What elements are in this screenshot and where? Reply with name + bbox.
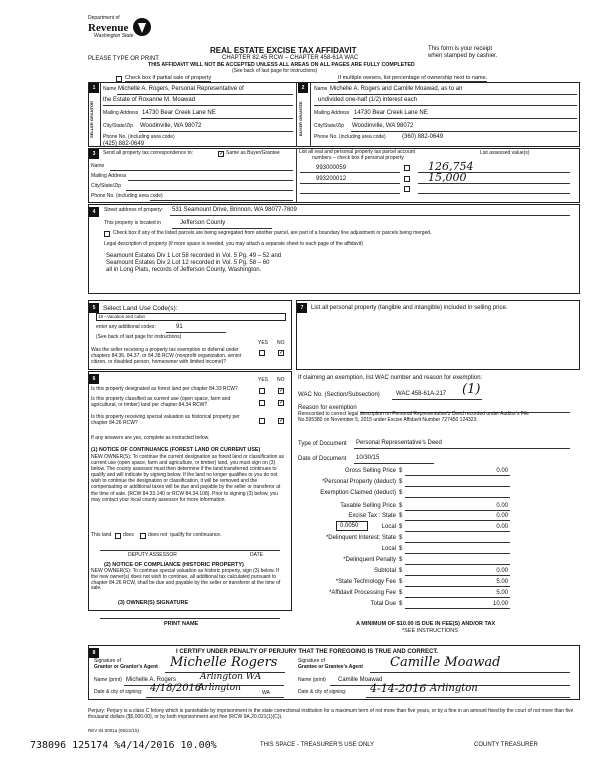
receipt-note-2: when stamped by cashier. — [428, 53, 498, 59]
calc-label: Exemption Claimed (deduct) — [320, 490, 396, 496]
form-chapter: CHAPTER 82.45 RCW – CHAPTER 458-61A WAC — [222, 55, 359, 61]
calc-value[interactable]: 5.00 — [496, 579, 508, 585]
section-2-number: 2 — [298, 83, 308, 93]
historic-question: Is this property receiving special valuation as historical property per chapter 84.26 RCW? — [91, 414, 240, 426]
land-does-checkbox[interactable] — [115, 533, 121, 539]
seller-mailing-value[interactable]: 14730 Bear Creek Lane NE — [142, 110, 216, 116]
dept-line1: Department of — [88, 15, 120, 21]
s5-no: NO — [277, 340, 285, 346]
grantor-signature-handwritten: Michelle Rogers — [170, 655, 278, 670]
exemption-question: Was the seller receiving a property tax exemption or deferral under chapters 84.36, 84.37, or 84.38 RCW (nonprofit organization, senior citizen, or disabled person, homeowner with limited income)? — [91, 347, 242, 365]
buyer-name-value[interactable]: Michelle A. Rogers and Camille Moawad, as to an — [330, 86, 463, 92]
form-notice: THIS AFFIDAVIT WILL NOT BE ACCEPTED UNLESS ALL AREAS ON ALL PAGES ARE FULLY COMPLETED — [148, 62, 415, 68]
calc-value[interactable]: 5.00 — [496, 590, 508, 596]
any-yes-note: If any answers are yes, complete as instructed below. — [91, 435, 210, 441]
county-treasurer-label: COUNTY TREASURER — [474, 742, 538, 748]
grantee-city-handwritten: Arlington — [430, 683, 478, 694]
dept-state: Washington State — [94, 33, 134, 39]
calc-value[interactable]: 0.00 — [496, 524, 508, 530]
calc-dollar-sign: $ — [399, 503, 403, 509]
calc-dollar-sign: $ — [399, 513, 403, 519]
calc-dollar-sign: $ — [399, 590, 403, 596]
doc-date-label: Date of Document — [298, 456, 347, 462]
buyer-city-value[interactable]: Woodinville, WA 98072 — [352, 123, 414, 129]
grantor-date-handwritten: 4/18/2016 — [150, 683, 202, 694]
section-3-number: 3 — [89, 149, 99, 159]
parcel-2-personal-checkbox[interactable] — [404, 176, 410, 182]
grantor-name-value[interactable]: Michelle A. Rogers — [126, 677, 177, 683]
wac-value[interactable]: WAC 458-61A-217 — [396, 391, 447, 397]
s5-yes: YES — [258, 340, 269, 346]
send-correspondence-label: Send all property tax correspondence to: — [103, 150, 194, 156]
section-1-number: 1 — [89, 83, 99, 93]
does-label: does — [123, 532, 134, 538]
land-use-see-back: (See back of last page for instructions) — [96, 334, 182, 340]
grantor-name-handwritten: Arlington WA — [200, 672, 262, 682]
calc-value[interactable]: 0.00 — [496, 513, 508, 519]
calc-dollar-sign: $ — [399, 579, 403, 585]
located-label: This property is located in — [104, 220, 161, 226]
assessed-2-handwritten: 15,000 — [428, 171, 467, 184]
parcel-1-personal-checkbox[interactable] — [404, 165, 410, 171]
reason-text[interactable]: Rerecorded to correct legal description on Personal Representative's Deed recorded under Auditor's File No.595380 on November 5, 2015 under Excise Affidavit Number 727450 124323. — [298, 411, 529, 423]
reason-label: Reason for exemption — [298, 405, 357, 411]
this-land-label: This land — [91, 532, 112, 538]
calc-dollar-sign: $ — [399, 546, 403, 552]
additional-codes-value[interactable]: 91 — [176, 324, 183, 330]
seller-mailing-label: Mailing Address — [103, 110, 139, 116]
segregated-checkbox[interactable] — [104, 231, 110, 237]
calc-dollar-sign: $ — [399, 568, 403, 574]
notice-continuance-text: NEW OWNER(S): To continue the current designation as forest land or classification as current use (open space, farm and agriculture, or timber) land, you must sign on (3) below. The county assessor must then determine if the land transferred continues to qualify and will indicate by signing below. If the land no longer qualifies or you do not wish to continue the designation or classification, it will be removed and the compensating or additional taxes will be due and payable by the seller or transferor at the time of sale. (RCW 84.33.140 or RCW 84.34.108). Prior to signing (3) below, you may contact your local county assessor for more information. — [91, 454, 285, 503]
section-8-number: 8 — [89, 648, 99, 658]
current-use-no-checkbox[interactable]: ✓ — [279, 400, 285, 406]
seller-name-label: Name — [103, 86, 117, 92]
notice-continuance-title: (1) NOTICE OF CONTINUANCE (FOREST LAND OR CURRENT USE) — [91, 447, 261, 453]
forest-no-checkbox[interactable]: ✓ — [279, 388, 285, 394]
street-address-value[interactable]: 531 Seamount Drive, Brinnon, WA 98077-7809 — [172, 207, 297, 213]
rev-number: REV 84 0001a (05/21/15) — [88, 728, 140, 733]
see-instructions: *SEE INSTRUCTIONS — [402, 628, 458, 634]
exemption-claim-label: If claiming an exemption, list WAC number and reason for exemption: — [298, 375, 483, 381]
local-rate-value[interactable]: 0.0050 — [340, 523, 359, 529]
treasurer-use-label: THIS SPACE - TREASURER'S USE ONLY — [260, 742, 375, 748]
notice-compliance-text: NEW OWNER(S): To continue special valuation as historic property, sign (3) below. If the new owner(s) does not wish to continue, all additional tax calculated pursuant to chapter 84.26 RCW, shall be due and payable by the seller or transferor at the time of sale. — [91, 568, 281, 592]
additional-codes-label: enter any additional codes: — [96, 324, 156, 330]
forest-land-question: Is this property designated as forest land per chapter 84.33 RCW? — [91, 386, 238, 392]
section-7-number: 7 — [297, 303, 307, 313]
doc-type-label: Type of Document — [298, 441, 347, 447]
grantee-sig-label-2: Grantee or Grantee's Agent — [298, 664, 363, 670]
grantor-date-label: Date & city of signing: — [94, 689, 143, 695]
calc-label: *State Technology Fee — [335, 579, 396, 585]
section-4-box — [88, 204, 580, 294]
s3-city-label: City/State/Zip — [91, 183, 122, 189]
historic-yes-checkbox[interactable] — [259, 418, 265, 424]
doc-type-value[interactable]: Personal Representative's Deed — [356, 440, 442, 446]
buyer-name-value-2[interactable]: undivided one-half (1/2) interest each — [318, 97, 418, 103]
seller-city-value[interactable]: Woodinville, WA 98072 — [140, 123, 202, 129]
seller-phone-label: Phone No. (including area code) — [103, 134, 175, 140]
parcel-2[interactable]: 993200012 — [316, 176, 347, 182]
seller-name-value[interactable]: Michelle A. Rogers, Personal Representative of — [118, 86, 244, 92]
seller-city-label: City/State/Zip — [103, 123, 134, 129]
grantee-signature-handwritten: Camille Moawad — [390, 655, 501, 670]
calc-label: Local — [381, 546, 396, 552]
land-use-label: Select Land Use Code(s): — [103, 305, 178, 312]
deputy-assessor-label: DEPUTY ASSESSOR — [128, 552, 177, 558]
parcel-list-label-2: numbers – check box if personal property — [312, 155, 404, 161]
buyer-vertical-label: BUYER GRANTEE — [298, 101, 303, 137]
grantee-date-label: Date & city of signing: — [298, 689, 347, 695]
calc-label: Subtotal — [373, 568, 396, 574]
current-use-yes-checkbox[interactable] — [259, 400, 265, 406]
s6-yes: YES — [258, 377, 269, 383]
calc-label: Gross Selling Price — [344, 468, 396, 474]
calc-dollar-sign: $ — [399, 490, 403, 496]
print-name-label: PRINT NAME — [164, 621, 199, 627]
calc-dollar-sign: $ — [399, 479, 403, 485]
calc-dollar-sign: $ — [399, 535, 403, 541]
legal-line-2[interactable]: Seamount Estates Div 2 Lot 12 recorded in Vol. 5 Pg. 58 – 60 — [106, 260, 270, 266]
dept-name: Revenue — [88, 22, 129, 34]
calc-label: *Affidavit Processing Fee — [329, 590, 396, 596]
deputy-date-label: DATE — [250, 552, 263, 558]
exempt-no-checkbox[interactable]: ✓ — [279, 350, 285, 356]
current-use-question: Is this property classified as current use (open space, farm and agricultural, or timber) land per chapter 84.34 RCW? — [91, 396, 231, 408]
buyer-city-label: City/State/Zip — [314, 123, 345, 129]
calc-value[interactable]: 0.00 — [496, 468, 508, 474]
buyer-mailing-value[interactable]: 14730 Bear Creek Lane NE — [354, 110, 428, 116]
calc-dollar-sign: $ — [399, 557, 403, 563]
grantee-date-handwritten: 4-14-2016 — [370, 682, 427, 695]
grantee-name-value[interactable]: Camille Moawad — [338, 677, 383, 683]
parcel-3-personal-checkbox[interactable] — [404, 186, 410, 192]
receipt-note: This form is your receipt — [428, 46, 493, 52]
grantor-wa: WA — [262, 690, 270, 696]
buyer-name-label: Name — [314, 86, 328, 92]
calc-dollar-sign: $ — [399, 601, 403, 607]
form-title: REAL ESTATE EXCISE TAX AFFIDAVIT — [210, 46, 357, 55]
certify-statement: I CERTIFY UNDER PENALTY OF PERJURY THAT THE FOREGOING IS TRUE AND CORRECT. — [176, 649, 439, 655]
wac-subsection-handwritten: (1) — [462, 382, 481, 397]
legal-line-1[interactable]: Seamount Estates Div 1 Lot 58 recorded in Vol. 5 Pg. 49 – 52 and — [106, 253, 282, 259]
parcel-list-label: List all real and personal property tax parcel account — [299, 149, 415, 155]
form-see-back: (See back of last page for instructions) — [232, 68, 318, 74]
same-as-buyer-checkbox[interactable]: ✓ — [219, 151, 225, 157]
partial-sale-label: Check box if partial sale of property — [125, 75, 212, 81]
section-4-number: 4 — [89, 207, 99, 217]
legal-line-3[interactable]: all in Long Plats, records of Jefferson County, Washington. — [106, 267, 262, 273]
s3-name-label: Name — [91, 163, 105, 169]
cashier-stamp: 738096 125174 %4/14/2016 10.00% — [30, 740, 217, 751]
segregated-label: Check box if any of the listed parcels are being segregated from another parcel, are part of a boundary line adjustment or parcels being merged. — [113, 230, 432, 236]
grantor-sig-label: Signature of — [94, 658, 121, 664]
assessed-label: List assessed value(s) — [480, 150, 530, 156]
multiple-owners-label: If multiple owners, list percentage of ownership next to name. — [338, 75, 488, 81]
notice-compliance-title: (2) NOTICE OF COMPLIANCE (HISTORIC PROPERTY) — [104, 562, 244, 568]
calc-label: *Personal Property (deduct) — [321, 479, 396, 485]
buyer-phone-value[interactable]: (360) 882-0649 — [402, 134, 444, 140]
grantor-city-handwritten: Arlington — [198, 683, 241, 693]
calc-label: Local — [381, 524, 396, 530]
grantee-name-label: Name (print) — [298, 677, 326, 683]
seller-vertical-label: SELLER GRANTOR — [89, 100, 94, 138]
calc-value[interactable]: 10.00 — [492, 601, 508, 607]
does-not-label: does not — [148, 532, 168, 538]
section-6-number: 6 — [89, 374, 99, 384]
calc-label: Excise Tax : State — [348, 513, 396, 519]
qualify-label: qualify for continuance. — [170, 532, 222, 538]
grantor-name-label: Name (print) — [94, 677, 122, 683]
s3-mailing-label: Mailing Address — [91, 173, 127, 179]
please-type: PLEASE TYPE OR PRINT — [88, 56, 159, 62]
s6-no: NO — [277, 377, 285, 383]
assessed-1-handwritten: 126,754 — [428, 160, 474, 173]
buyer-mailing-label: Mailing Address — [314, 110, 350, 116]
doc-date-value[interactable]: 10/30/15 — [356, 455, 380, 461]
calc-value[interactable]: 0.00 — [496, 568, 508, 574]
calc-label: *Delinquent Interest: State — [325, 535, 396, 541]
minimum-due-note: A MINIMUM OF $10.00 IS DUE IN FEE(S) AND/OR TAX — [356, 621, 496, 627]
buyer-phone-label: Phone No. (including area code) — [314, 134, 386, 140]
parcel-1[interactable]: 993000059 — [316, 165, 347, 171]
historic-no-checkbox[interactable]: ✓ — [279, 418, 285, 424]
calc-label: Taxable Selling Price — [340, 503, 396, 509]
street-address-label: Street address of property: — [104, 207, 164, 213]
calc-label: *Delinquent Penalty — [343, 557, 396, 563]
grantor-sig-label-2: Grantor or Grantor's Agent — [94, 664, 158, 670]
wac-label: WAC No. (Section/Subsection) — [298, 392, 380, 398]
forest-yes-checkbox[interactable] — [259, 388, 265, 394]
calc-value[interactable]: 0.00 — [496, 503, 508, 509]
legal-description-label: Legal description of property (if more space is needed, you may attach a separate sheet to each page of the affidavit) — [104, 241, 363, 247]
exempt-yes-checkbox[interactable] — [259, 350, 265, 356]
calc-label: Total Due — [370, 601, 396, 607]
local-rate-box[interactable] — [336, 521, 368, 531]
same-as-buyer-label: Same as Buyer/Grantee — [226, 150, 280, 156]
grantee-sig-label: Signature of — [298, 658, 325, 664]
calc-dollar-sign: $ — [399, 524, 403, 530]
seller-phone-value[interactable]: (425) 882-0649 — [103, 141, 145, 147]
s3-phone-label: Phone No. (including area code) — [91, 193, 163, 199]
owners-signature-label: (3) OWNER(S) SIGNATURE — [118, 600, 189, 606]
seller-name-value-2[interactable]: the Estate of Roxanne M. Moawad — [103, 97, 196, 103]
land-use-value: 19 - Vacation and cabin — [98, 314, 145, 319]
calc-dollar-sign: $ — [399, 468, 403, 474]
land-does-not-checkbox[interactable] — [140, 533, 146, 539]
personal-property-label: List all personal property (tangible and intangible) included in selling price. — [311, 305, 508, 311]
perjury-statement: Perjury: Perjury is a class C felony which is punishable by imprisonment in the state correctional institution for a maximum term of not more than five years, or by a fine in an amount fixed by the court of not more than five thousand dollars ($5,000.00), or by both imprisonment and fine (RCW 9A.20.021(1)(C)). — [88, 708, 574, 720]
located-value[interactable]: Jefferson County — [180, 220, 226, 226]
section-5-number: 5 — [89, 303, 99, 313]
